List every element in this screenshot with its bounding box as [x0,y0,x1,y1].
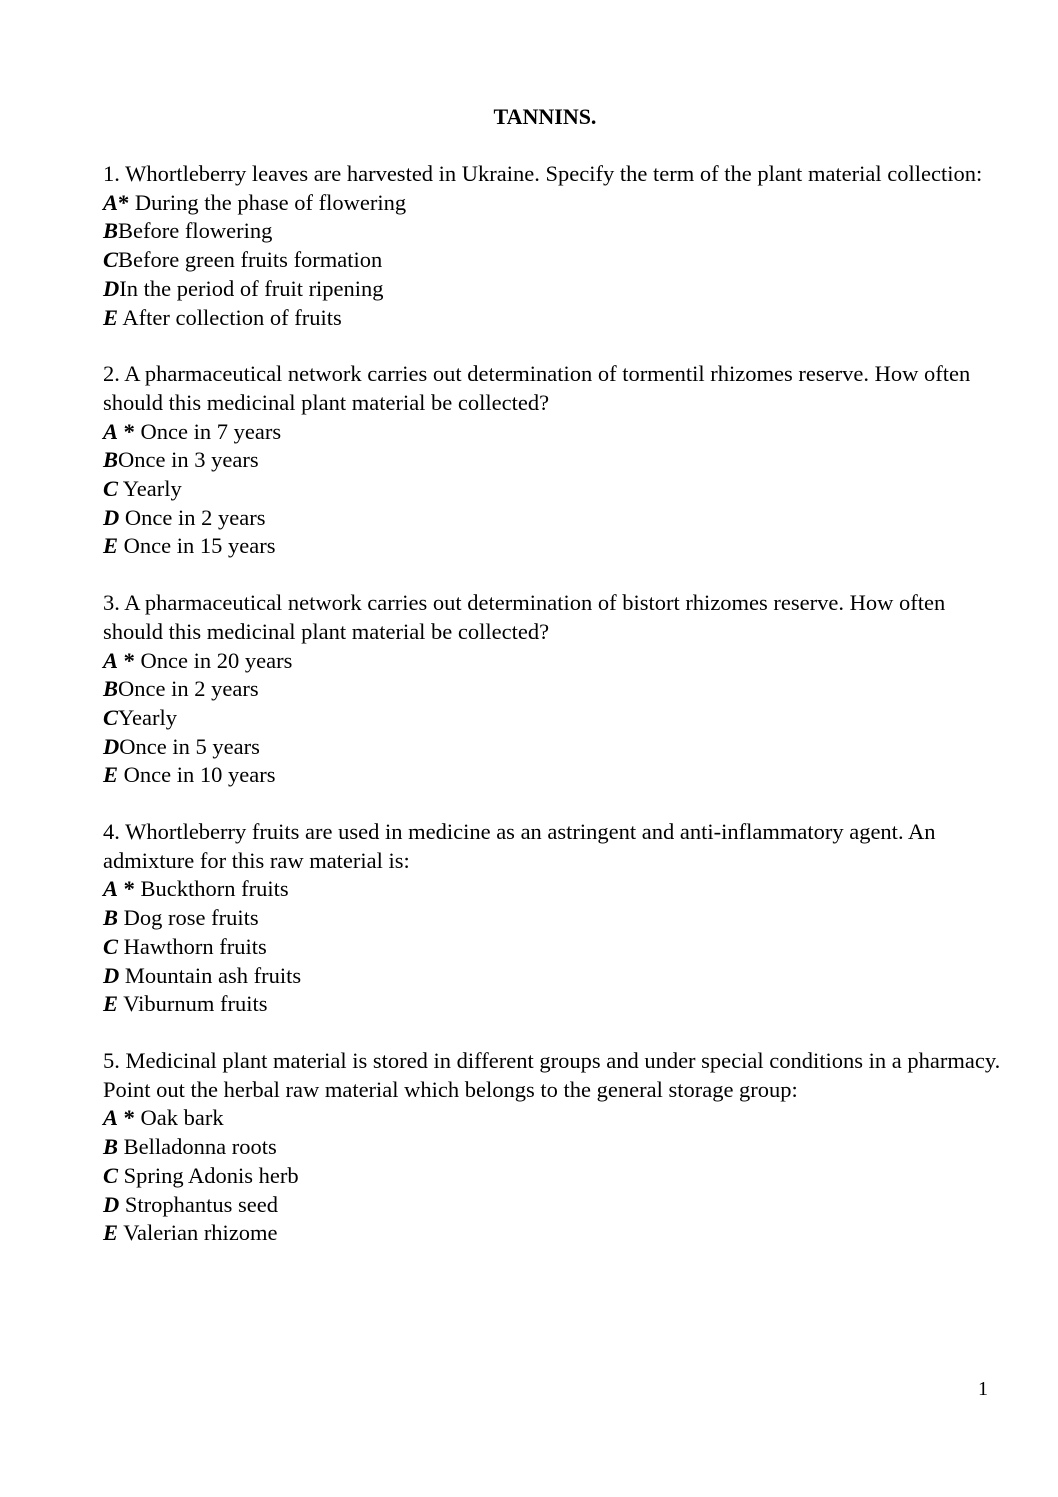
option-letter: A [103,1105,119,1131]
correct-answer-marker: * [123,876,135,902]
option-letter: E [103,533,119,559]
option-letter: E [103,1220,119,1246]
question-text: 1. Whortleberry leaves are harvested in Ukraine. Specify the term of the plant material collection: [103,161,983,186]
question-text: 3. A pharmaceutical network carries out determination of bistort rhizomes reserve. How often should this medicinal plant material be collected? [103,590,946,644]
option-e [103,532,1003,561]
correct-answer-marker: * [123,647,135,673]
question-text: 2. A pharmaceutical network carries out determination of tormentil rhizomes reserve. How often should this medicinal plant material be collected? [103,361,971,415]
option-letter: C [103,1162,119,1188]
option-letter: A [103,876,119,902]
option-e [103,761,1003,790]
option-text: Once in 10 years [118,762,276,788]
option-text: In the period of fruit ripening [119,275,384,301]
option-text: Dog rose fruits [118,905,259,931]
page-title: TANNINS. [493,104,597,129]
option-text: Spring Adonis herb [118,1162,299,1188]
option-b [103,446,1003,475]
correct-answer-marker: * [123,418,135,444]
page-number: 1 [978,1378,988,1400]
option-letter: B [103,447,119,473]
option-letter: D [103,275,120,301]
option-d [103,275,1003,304]
option-letter: E [103,991,119,1017]
option-text: During the phase of flowering [129,189,407,215]
option-d [103,733,1003,762]
question-3 [103,589,1003,790]
option-letter: C [103,247,119,273]
option-a [103,875,1003,904]
option-e [103,990,1003,1019]
question-text: 4. Whortleberry fruits are used in medicine as an astringent and anti-inflammatory agent. An admixture for this raw material is: [103,819,936,873]
option-d [103,504,1003,533]
option-letter: B [103,676,119,702]
question-4 [103,818,1003,1019]
option-text: Viburnum fruits [118,991,268,1017]
correct-answer-marker: * [118,189,130,215]
option-b [103,1133,1003,1162]
option-letter: D [103,962,120,988]
option-a [103,418,1003,447]
option-c [103,246,1003,275]
option-text: Once in 20 years [134,647,293,673]
option-letter: E [103,304,119,330]
question-2 [103,360,1003,561]
option-b [103,675,1003,704]
option-text: Once in 15 years [118,533,276,559]
option-letter: C [103,933,119,959]
option-letter: A [103,189,119,215]
option-text: Yearly [118,704,177,730]
option-letter: B [103,218,119,244]
option-e [103,304,1003,333]
option-letter: A [103,647,119,673]
option-d [103,962,1003,991]
option-text: Strophantus seed [119,1191,278,1217]
option-text: Belladonna roots [118,1134,277,1160]
option-b [103,217,1003,246]
option-text: Once in 2 years [119,504,266,530]
option-text: Mountain ash fruits [119,962,302,988]
option-text: Yearly [118,476,182,502]
option-text: Once in 5 years [119,733,260,759]
option-c [103,1162,1003,1191]
option-letter: D [103,733,120,759]
option-letter: E [103,762,119,788]
option-letter: B [103,1134,119,1160]
option-text: Once in 3 years [118,447,259,473]
option-letter: C [103,476,119,502]
option-letter: D [103,1191,120,1217]
option-c [103,704,1003,733]
option-a [103,1104,1003,1133]
option-letter: C [103,704,119,730]
option-text: Before flowering [118,218,273,244]
option-text: Before green fruits formation [118,247,383,273]
question-list [103,160,1003,1276]
option-text: Valerian rhizome [118,1220,278,1246]
option-text: Oak bark [134,1105,224,1131]
option-c [103,475,1003,504]
option-a [103,647,1003,676]
question-1 [103,160,1003,332]
option-text: After collection of fruits [118,304,342,330]
option-text: Buckthorn fruits [134,876,289,902]
option-letter: D [103,504,120,530]
correct-answer-marker: * [123,1105,135,1131]
option-text: Once in 7 years [134,418,282,444]
option-c [103,933,1003,962]
option-e [103,1219,1003,1248]
question-text: 5. Medicinal plant material is stored in different groups and under special conditions in a pharmacy. Point out the herbal raw material which belongs to the general storage group: [103,1047,1001,1102]
question-5 [103,1047,1003,1248]
option-text: Hawthorn fruits [118,933,267,959]
option-letter: B [103,905,119,931]
option-a [103,189,1003,218]
option-text: Once in 2 years [118,676,259,702]
option-b [103,904,1003,933]
option-letter: A [103,418,119,444]
option-d [103,1191,1003,1220]
